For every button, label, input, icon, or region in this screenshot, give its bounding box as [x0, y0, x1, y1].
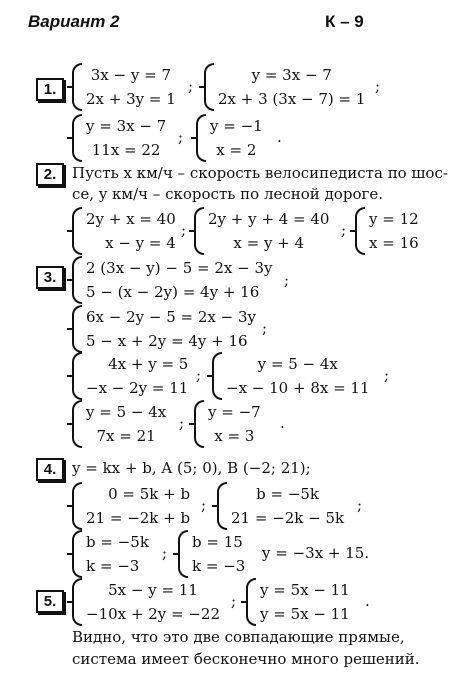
p4-system-3: [72, 530, 149, 578]
p3-system-4: [212, 352, 370, 400]
problem-5-conclusion-line-1: Видно, что это две совпадающие прямые,: [72, 628, 405, 646]
semicolon: ;: [201, 496, 207, 514]
semicolon: ;: [196, 366, 202, 384]
semicolon: ;: [262, 319, 268, 337]
period: .: [365, 592, 370, 610]
problem-1-number: 1.: [36, 78, 64, 101]
equation: x − y = 4: [105, 234, 176, 252]
semicolon: ;: [188, 77, 194, 95]
equation: x = y + 4: [233, 234, 305, 252]
p4-system-1: [72, 482, 190, 530]
p5-system-2: [246, 578, 350, 626]
semicolon: ;: [231, 592, 237, 610]
semicolon: ;: [384, 366, 390, 384]
equation: 2x + 3y = 1: [86, 90, 176, 108]
equation: k = −3: [192, 557, 246, 575]
equation: b = −5k: [86, 533, 149, 551]
equation: y = 12: [369, 210, 419, 228]
equation: 7x = 21: [96, 427, 156, 445]
problem-5-conclusion-line-2: система имеет бесконечно много решений.: [72, 650, 420, 668]
equation: y = 3x − 7: [86, 117, 167, 135]
semicolon: ;: [162, 544, 168, 562]
equation: 21 = −2k + b: [86, 509, 191, 527]
equation: y = 3x − 7: [251, 66, 332, 84]
equation: k = −3: [86, 557, 140, 575]
p3-system-2: [72, 305, 256, 353]
period: .: [280, 414, 285, 432]
semicolon: ;: [179, 414, 185, 432]
equation: b = 15: [192, 533, 243, 551]
equation: −x − 2y = 11: [86, 379, 189, 397]
equation: 2x + 3 (3x − 7) = 1: [218, 90, 366, 108]
semicolon: ;: [375, 77, 381, 95]
equation: 6x − 2y − 5 = 2x − 3y: [86, 308, 257, 326]
problem-4-answer: y = −3x + 15.: [262, 544, 370, 562]
semicolon: ;: [341, 221, 347, 239]
p2-system-3: [355, 207, 419, 255]
p3-system-1: [72, 256, 272, 304]
equation: y = 5 − 4x: [257, 355, 338, 373]
p1-system-3: [72, 114, 166, 162]
equation: 2 (3x − y) − 5 = 2x − 3y: [86, 259, 273, 277]
p3-system-3: [72, 352, 188, 400]
equation: 0 = 5k + b: [108, 485, 191, 503]
p5-system-1: [72, 578, 220, 626]
semicolon: ;: [284, 271, 290, 289]
problem-2-text-line-1: Пусть x км/ч – скорость велосипедиста по шос-: [72, 164, 448, 182]
p3-system-6: [194, 400, 261, 448]
p2-system-2: [194, 207, 329, 255]
problem-4-given: y = kx + b, A (5; 0), B (−2; 21);: [72, 459, 311, 477]
equation: x = 3: [214, 427, 255, 445]
equation: b = −5k: [256, 485, 320, 503]
equation: y = −1: [210, 117, 263, 135]
equation: 11x = 22: [91, 141, 161, 159]
equation: 5 − x + 2y = 4y + 16: [86, 332, 248, 350]
equation: −10x + 2y = −22: [86, 605, 220, 623]
period: .: [277, 128, 282, 146]
problem-2-text-line-2: се, y км/ч – скорость по лесной дороге.: [72, 185, 383, 203]
equation: y = 5x − 11: [260, 581, 350, 599]
equation: y = 5 − 4x: [86, 403, 167, 421]
problem-5-number: 5.: [36, 590, 64, 613]
variant-title: Вариант 2: [28, 12, 120, 31]
equation: 2y + y + 4 = 40: [208, 210, 330, 228]
equation: 3x − y = 7: [90, 66, 171, 84]
p3-system-5: [72, 400, 166, 448]
p1-system-1: [72, 63, 176, 111]
equation: −x − 10 + 8x = 11: [226, 379, 370, 397]
equation: 4x + y = 5: [108, 355, 189, 373]
p1-system-4: [196, 114, 263, 162]
problem-3-number: 3.: [36, 266, 64, 289]
problem-4-number: 4.: [36, 458, 64, 481]
semicolon: ;: [181, 221, 187, 239]
p4-system-2: [217, 482, 344, 530]
equation: y = 5x − 11: [260, 605, 350, 623]
p1-system-2: [204, 63, 365, 111]
equation: 21 = −2k − 5k: [231, 509, 345, 527]
equation: 5x − y = 11: [108, 581, 198, 599]
semicolon: ;: [357, 496, 363, 514]
equation: 2y + x = 40: [86, 210, 176, 228]
p4-system-4: [178, 530, 245, 578]
work-code: К – 9: [325, 12, 364, 31]
semicolon: ;: [178, 128, 184, 146]
equation: 5 − (x − 2y) = 4y + 16: [86, 283, 260, 301]
problem-2-number: 2.: [36, 163, 64, 186]
equation: x = 2: [216, 141, 257, 159]
p2-system-1: [72, 207, 176, 255]
equation: y = −7: [208, 403, 261, 421]
equation: x = 16: [369, 234, 419, 252]
